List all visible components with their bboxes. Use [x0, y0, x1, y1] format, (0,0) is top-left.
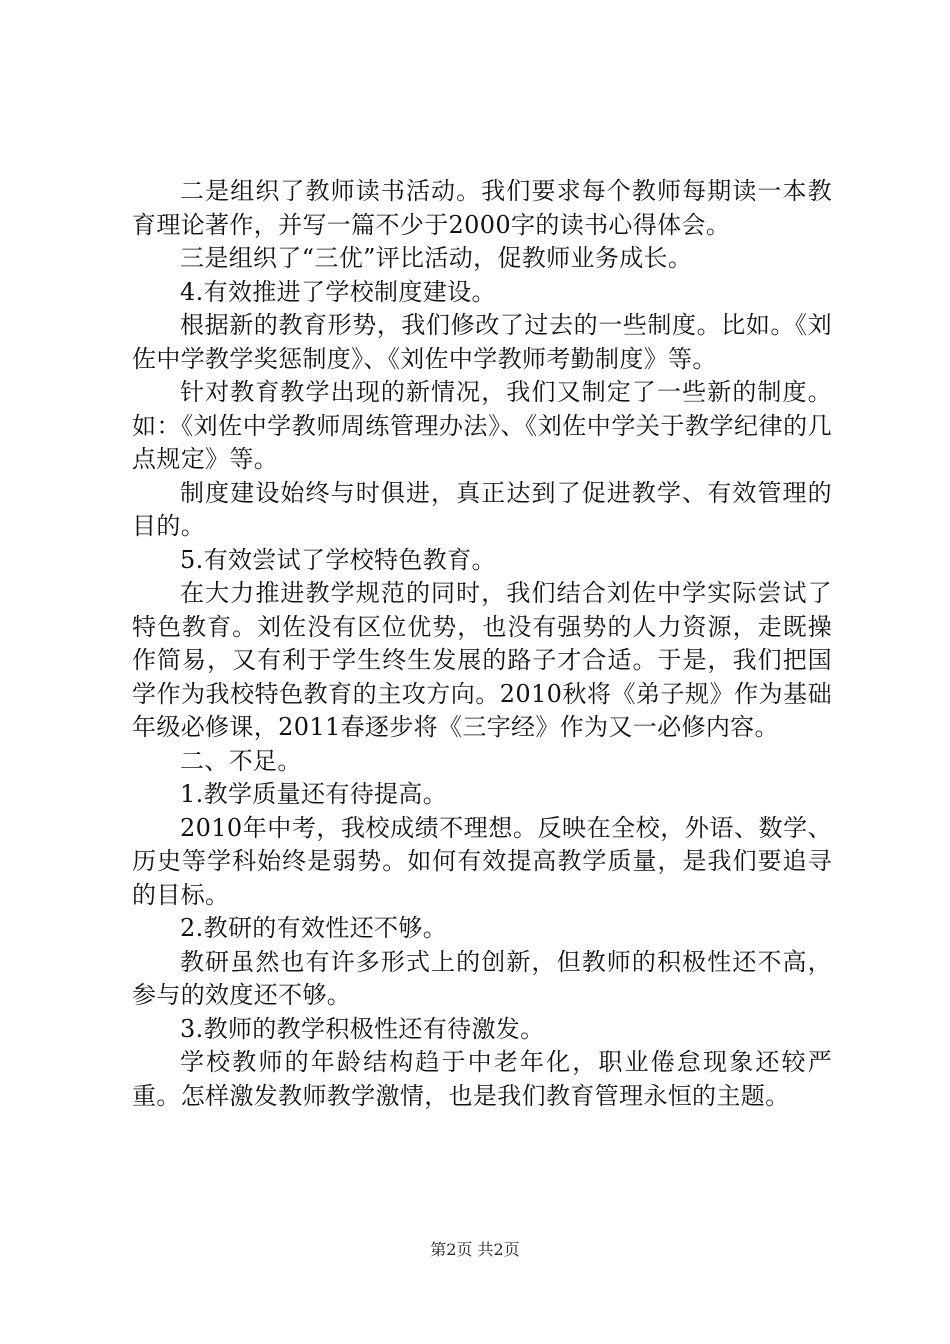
paragraph-teacher-motivation: 学校教师的年龄结构趋于中老年化，职业倦怠现象还较严重。怎样激发教师教学激情，也是我们教育管理永恒的主题。 — [132, 1048, 832, 1110]
page-number-label: 第2页 共2页 — [430, 1240, 520, 1259]
heading-shortcomings: 二、不足。 — [180, 746, 302, 775]
document-body — [132, 175, 832, 1113]
paragraph-reading-activity: 二是组织了教师读书活动。我们要求每个教师每期读一本教育理论著作，并写一篇不少于2000字的读书心得体会。 — [132, 177, 832, 239]
paragraph-system-progress: 制度建设始终与时俱进，真正达到了促进教学、有效管理的目的。 — [132, 478, 832, 540]
paragraph-research-effectiveness: 教研虽然也有许多形式上的创新，但教师的积极性还不高，参与的效度还不够。 — [132, 947, 832, 1009]
heading-teaching-quality: 1.教学质量还有待提高。 — [180, 780, 448, 808]
paragraph-teaching-quality: 2010年中考，我校成绩不理想。反映在全校，外语、数学、历史等学科始终是弱势。如何有效提高教学质量，是我们要追寻的目标。 — [132, 813, 832, 909]
heading-teacher-motivation: 3.教师的教学积极性还有待激发。 — [180, 1014, 545, 1043]
paragraph-featured-education: 在大力推进教学规范的同时，我们结合刘佐中学实际尝试了特色教育。刘佐没有区位优势，也没有强势的人力资源，走既操作简易，又有利于学生终生发展的路子才合适。于是，我们把国学作为我校特色教育的主攻方向。2010秋将《弟子规》作为基础年级必修课，2011春逐步将《三字经》作为又一必修内容。 — [132, 579, 832, 741]
heading-system-construction: 4.有效推进了学校制度建设。 — [180, 277, 496, 306]
page-footer — [0, 1240, 950, 1260]
paragraph-revised-systems: 根据新的教育形势，我们修改了过去的一些制度。比如。《刘佐中学教学奖惩制度》、《刘佐中学教师考勤制度》等。 — [132, 311, 832, 373]
paragraph-three-excellence: 三是组织了“三优”评比活动，促教师业务成长。 — [180, 244, 693, 272]
heading-featured-education: 5.有效尝试了学校特色教育。 — [180, 545, 496, 574]
paragraph-new-systems: 针对教育教学出现的新情况，我们又制定了一些新的制度。如：《刘佐中学教师周练管理办法》、《刘佐中学关于教学纪律的几点规定》等。 — [132, 378, 832, 473]
heading-research-effectiveness: 2.教研的有效性还不够。 — [180, 914, 448, 942]
